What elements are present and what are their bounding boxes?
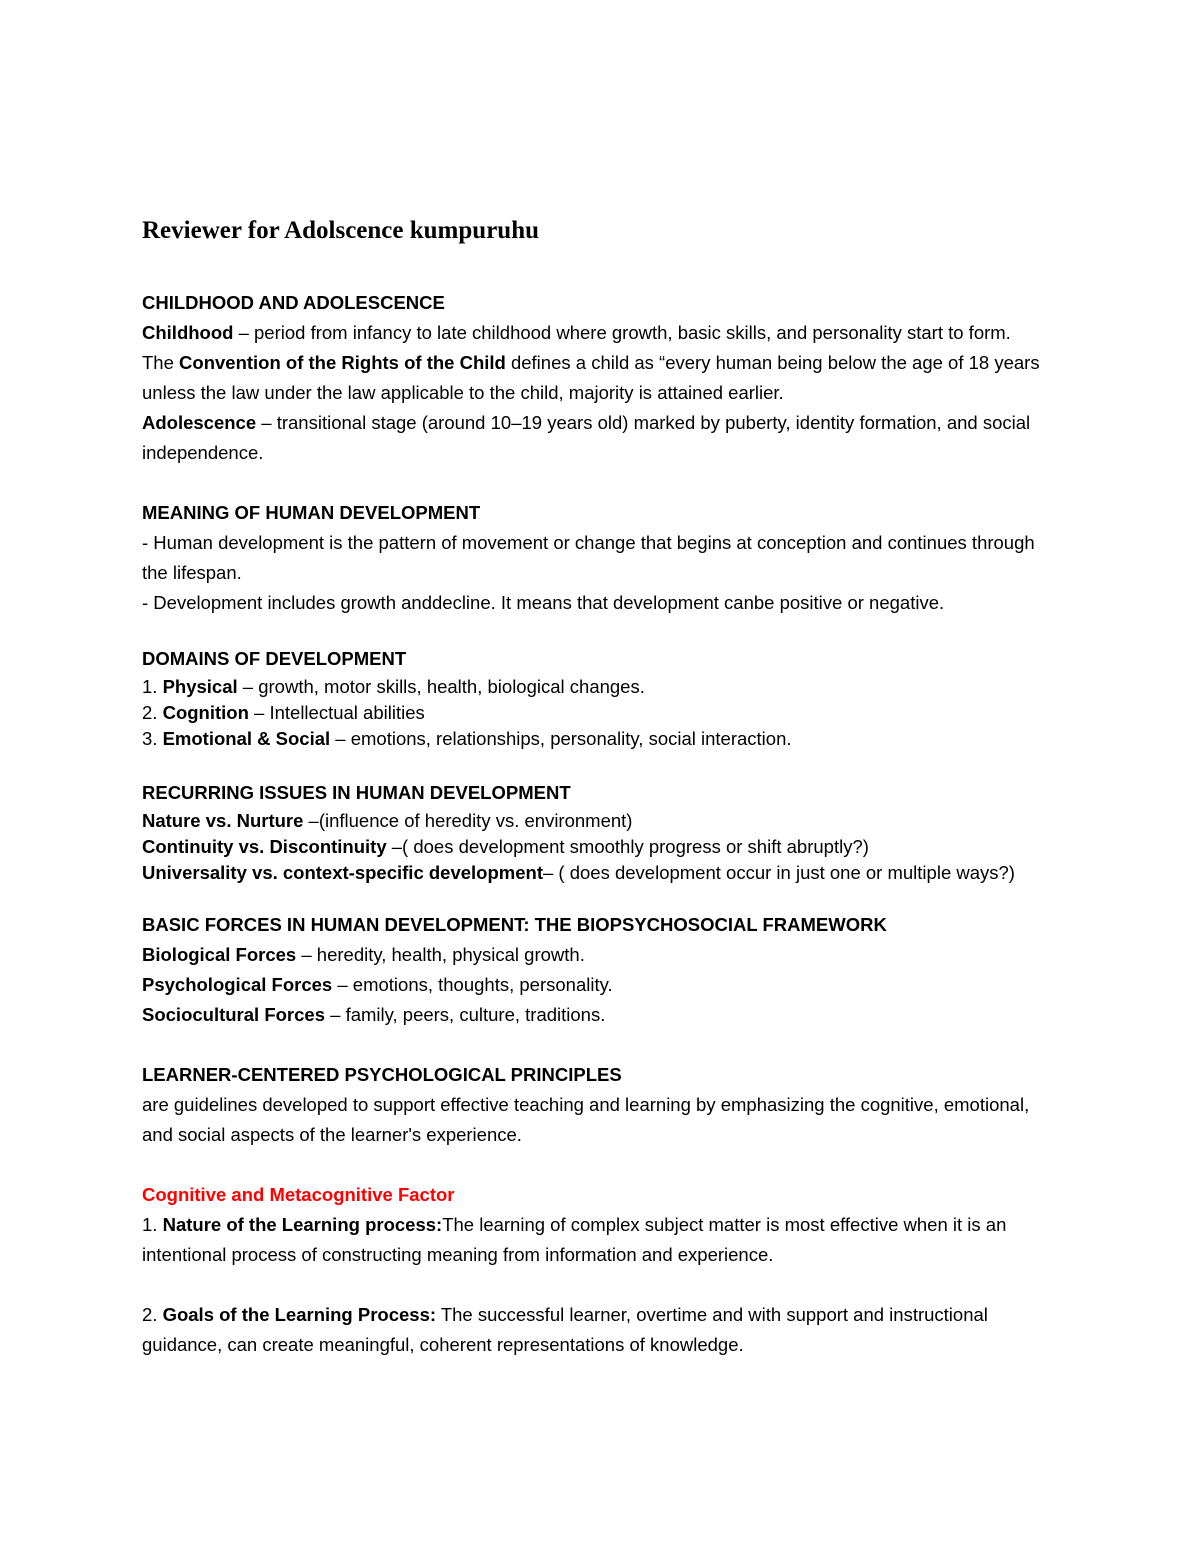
- document-title: Reviewer for Adolscence kumpuruhu: [142, 217, 539, 244]
- list-item: [142, 674, 1062, 700]
- section-heading: MEANING OF HUMAN DEVELOPMENT: [142, 502, 481, 523]
- definition-text: – growth, motor skills, health, biological changes.: [237, 676, 645, 697]
- section-heading: LEARNER-CENTERED PSYCHOLOGICAL PRINCIPLES: [142, 1064, 622, 1085]
- term: Adolescence: [142, 412, 257, 433]
- section-cognitive-metacognitive: [142, 1180, 1062, 1360]
- paragraph: are guidelines developed to support effective teaching and learning by emphasizing the cognitive, emotional, and social aspects of the learner's experience.: [142, 1094, 1030, 1145]
- definition-text: – emotions, relationships, personality, social interaction.: [330, 728, 792, 749]
- list-item: [142, 808, 1062, 834]
- term: Emotional & Social: [162, 728, 331, 749]
- list-item: [142, 970, 1062, 1000]
- section-childhood-adolescence: [142, 288, 1062, 468]
- definition-text: – emotions, thoughts, personality.: [332, 974, 613, 995]
- list-item: [142, 726, 1062, 752]
- section-heading: BASIC FORCES IN HUMAN DEVELOPMENT: THE BIOPSYCHOSOCIAL FRAMEWORK: [142, 914, 887, 935]
- term: Nature of the Learning process:: [162, 1214, 443, 1235]
- term: Sociocultural Forces: [142, 1004, 325, 1025]
- item-number: 1.: [142, 676, 163, 697]
- term: Convention of the Rights of the Child: [179, 352, 506, 373]
- item-number: 2.: [142, 1304, 163, 1325]
- list-item: [142, 700, 1062, 726]
- paragraph: - Human development is the pattern of movement or change that begins at conception and continues through the lifespan.: [142, 532, 1035, 583]
- term: Universality vs. context-specific development: [142, 862, 543, 883]
- list-item: [142, 940, 1062, 970]
- section-heading: RECURRING ISSUES IN HUMAN DEVELOPMENT: [142, 782, 571, 803]
- definition-adolescence: [142, 408, 1062, 468]
- section-meaning-human-development: [142, 498, 1062, 618]
- definition-text: defines a child as “every human being below the age of 18 years unless the law under the law applicable to the child, majority is attained earlier.: [142, 352, 1040, 403]
- section-recurring-issues: [142, 778, 1062, 886]
- section-heading: CHILDHOOD AND ADOLESCENCE: [142, 292, 445, 313]
- document-page: [142, 214, 1062, 1360]
- term: Cognition: [162, 702, 249, 723]
- term: Childhood: [142, 322, 234, 343]
- definition-text: – period from infancy to late childhood where growth, basic skills, and personality start to form.: [233, 322, 1011, 343]
- term: Goals of the Learning Process:: [162, 1304, 437, 1325]
- term: Physical: [162, 676, 238, 697]
- list-item: [142, 1300, 1062, 1360]
- definition-text: – heredity, health, physical growth.: [296, 944, 585, 965]
- section-heading: DOMAINS OF DEVELOPMENT: [142, 648, 407, 669]
- definition-text: The learning of complex subject matter is most effective when it is an intentional process of constructing meaning from information and experience.: [142, 1214, 1007, 1265]
- term: Nature vs. Nurture: [142, 810, 304, 831]
- section-domains-of-development: [142, 644, 1062, 752]
- list-item: [142, 860, 1062, 886]
- section-basic-forces: [142, 910, 1062, 1030]
- term: Continuity vs. Discontinuity: [142, 836, 387, 857]
- section-heading: Cognitive and Metacognitive Factor: [142, 1184, 455, 1205]
- list-item: [142, 1000, 1062, 1030]
- section-learner-centered-principles: [142, 1060, 1062, 1150]
- definition-text: –(influence of heredity vs. environment): [303, 810, 633, 831]
- definition-childhood: [142, 318, 1062, 348]
- definition-child-crc: [142, 348, 1062, 408]
- item-number: 1.: [142, 1214, 163, 1235]
- term: Biological Forces: [142, 944, 297, 965]
- item-number: 3.: [142, 728, 163, 749]
- list-item: [142, 1210, 1062, 1270]
- definition-text: The successful learner, overtime and with support and instructional guidance, can create meaningful, coherent representations of knowledge.: [142, 1304, 988, 1355]
- definition-text: – family, peers, culture, traditions.: [325, 1004, 606, 1025]
- list-item: [142, 834, 1062, 860]
- paragraph: - Development includes growth anddecline. It means that development canbe positive or negative.: [142, 592, 945, 613]
- text-prefix: The: [142, 352, 180, 373]
- definition-text: – Intellectual abilities: [248, 702, 425, 723]
- definition-text: – transitional stage (around 10–19 years old) marked by puberty, identity formation, and social independence.: [142, 412, 1031, 463]
- definition-text: –( does development smoothly progress or shift abruptly?): [386, 836, 869, 857]
- definition-text: – ( does development occur in just one or multiple ways?): [542, 862, 1015, 883]
- item-number: 2.: [142, 702, 163, 723]
- term: Psychological Forces: [142, 974, 333, 995]
